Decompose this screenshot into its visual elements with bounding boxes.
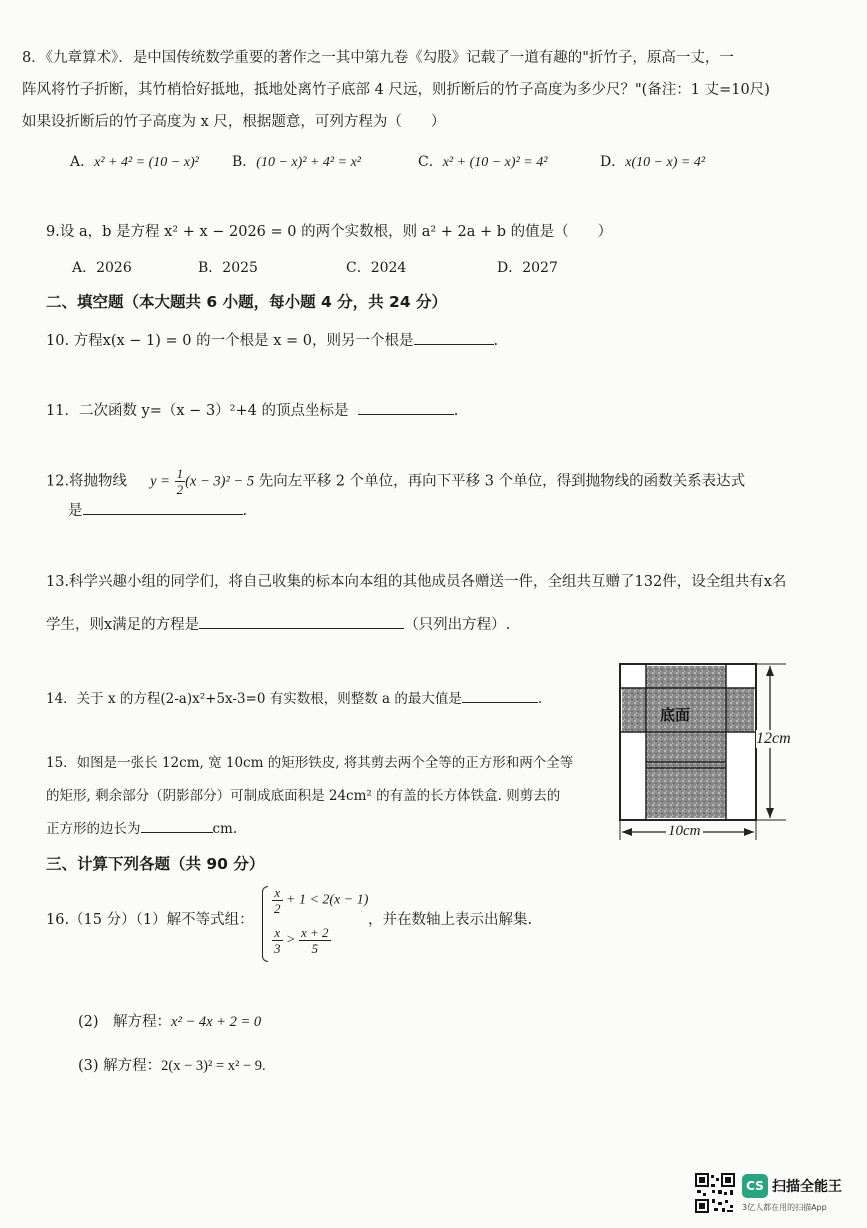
q16-stem: 16.（15 分）（1）解不等式组： (46, 912, 254, 928)
q12-answer-blank[interactable] (83, 500, 243, 515)
q16-system-brace (262, 886, 268, 962)
q15-line2: 的矩形, 剩余部分（阴影部分）可制成底面积是 24cm² 的有盖的长方体铁盒. 则剪去的 (46, 788, 561, 804)
q10: 10. 方程x(x − 1) = 0 的一个根是 x = 0，则另一个根是 . (46, 330, 498, 351)
q12-fraction: $\frac{1}{2}$ (176, 466, 184, 497)
q12-line1: 12.将抛物线 y = $\frac{1}{2}$ (x − 3)² − 5 先向左平移 2 个单位，再向下平移 3 个单位，得到抛物线的函数关系表达式 (46, 466, 746, 497)
q8-option-c: C．x² + (10 − x)² = 4² (418, 154, 548, 170)
q13-line1: 13.科学兴趣小组的同学们，将自己收集的标本向本组的其他成员各赠送一件，全组共互赠了132件，设全组共有x名 (46, 574, 787, 590)
q15-line1: 15．如图是一张长 12cm, 宽 10cm 的矩形铁皮, 将其剪去两个全等的正方形和两个全等 (46, 755, 574, 771)
q15-figure (616, 660, 806, 850)
figure-base-label: 底面 (660, 706, 691, 724)
q16-part2: (2) 解方程：x² − 4x + 2 = 0 (78, 1014, 262, 1030)
q11: 11．二次函数 y=（x − 3）²+4 的顶点坐标是 . (46, 400, 458, 421)
sheet-diagram (616, 660, 806, 850)
figure-height-label: 12cm (756, 730, 791, 747)
q8-option-a: A．x² + 4² = (10 − x)² (70, 154, 199, 170)
shaded-bottom (646, 762, 726, 818)
q8-line1: 8．《九章算术》．是中国传统数学重要的著作之一其中第九卷《勾股》记载了一道有趣的"折竹子，原高一丈，一 (22, 50, 734, 66)
q9-option-d: D．2027 (497, 260, 558, 276)
q8-option-d: D．x(10 − x) = 4² (600, 154, 706, 170)
q16-part3: (3) 解方程：2(x − 3)² = x² − 9. (78, 1058, 266, 1074)
qr-code-icon (694, 1172, 736, 1214)
q16-inequality-1: $\frac{x}{2}$ + 1 < 2(x − 1) (274, 885, 369, 916)
section-2-heading: 二、填空题（本大题共 6 小题，每小题 4 分，共 24 分） (46, 293, 448, 311)
scanner-app-logo-icon: CS (742, 1174, 768, 1198)
q14-answer-blank[interactable] (462, 688, 538, 703)
q8-line2: 阵风将竹子折断，其竹梢恰好抵地，抵地处离竹子底部 4 尺远，则折断后的竹子高度为多少尺？"(备注：1 丈=10尺) (22, 82, 770, 98)
shaded-middle (646, 732, 726, 762)
q13-answer-blank[interactable] (199, 614, 404, 629)
section-3-heading: 三、计算下列各题（共 90 分） (46, 855, 265, 873)
figure-width-label: 10cm (668, 823, 701, 839)
q9-option-b: B．2025 (198, 260, 258, 276)
shaded-top-strip (646, 666, 726, 688)
q11-answer-blank[interactable] (358, 400, 454, 415)
q8-option-b: B．(10 − x)² + 4² = x² (232, 154, 361, 170)
q8-line3: 如果设折断后的竹子高度为 x 尺，根据题意，可列方程为（ ） (22, 114, 446, 130)
q9-option-a: A．2026 (72, 260, 132, 276)
q13-line2: 学生，则x满足的方程是 （只列出方程）. (46, 614, 510, 635)
q9-option-c: C．2024 (346, 260, 407, 276)
q16-stem-post: ，并在数轴上表示出解集. (368, 912, 533, 928)
q12-line2: 是 . (68, 500, 247, 521)
q15-answer-blank[interactable] (141, 818, 213, 833)
scanner-app-name: 扫描全能王 (772, 1179, 842, 1195)
q16-inequality-2: $\frac{x}{3}$ > $\frac{x + 2}{5}$ (274, 925, 329, 956)
q14: 14．关于 x 的方程(2-a)x²+5x-3=0 有实数根，则整数 a 的最大值是 . (46, 688, 542, 709)
q10-answer-blank[interactable] (414, 330, 494, 345)
q9-stem: 9.设 a，b 是方程 x² + x − 2026 = 0 的两个实数根，则 a² + 2a + b 的值是（ ） (46, 224, 613, 240)
scanner-app-tagline: 3亿人都在用的扫描App (742, 1203, 827, 1212)
q15-line3: 正方形的边长为 cm. (46, 818, 237, 839)
